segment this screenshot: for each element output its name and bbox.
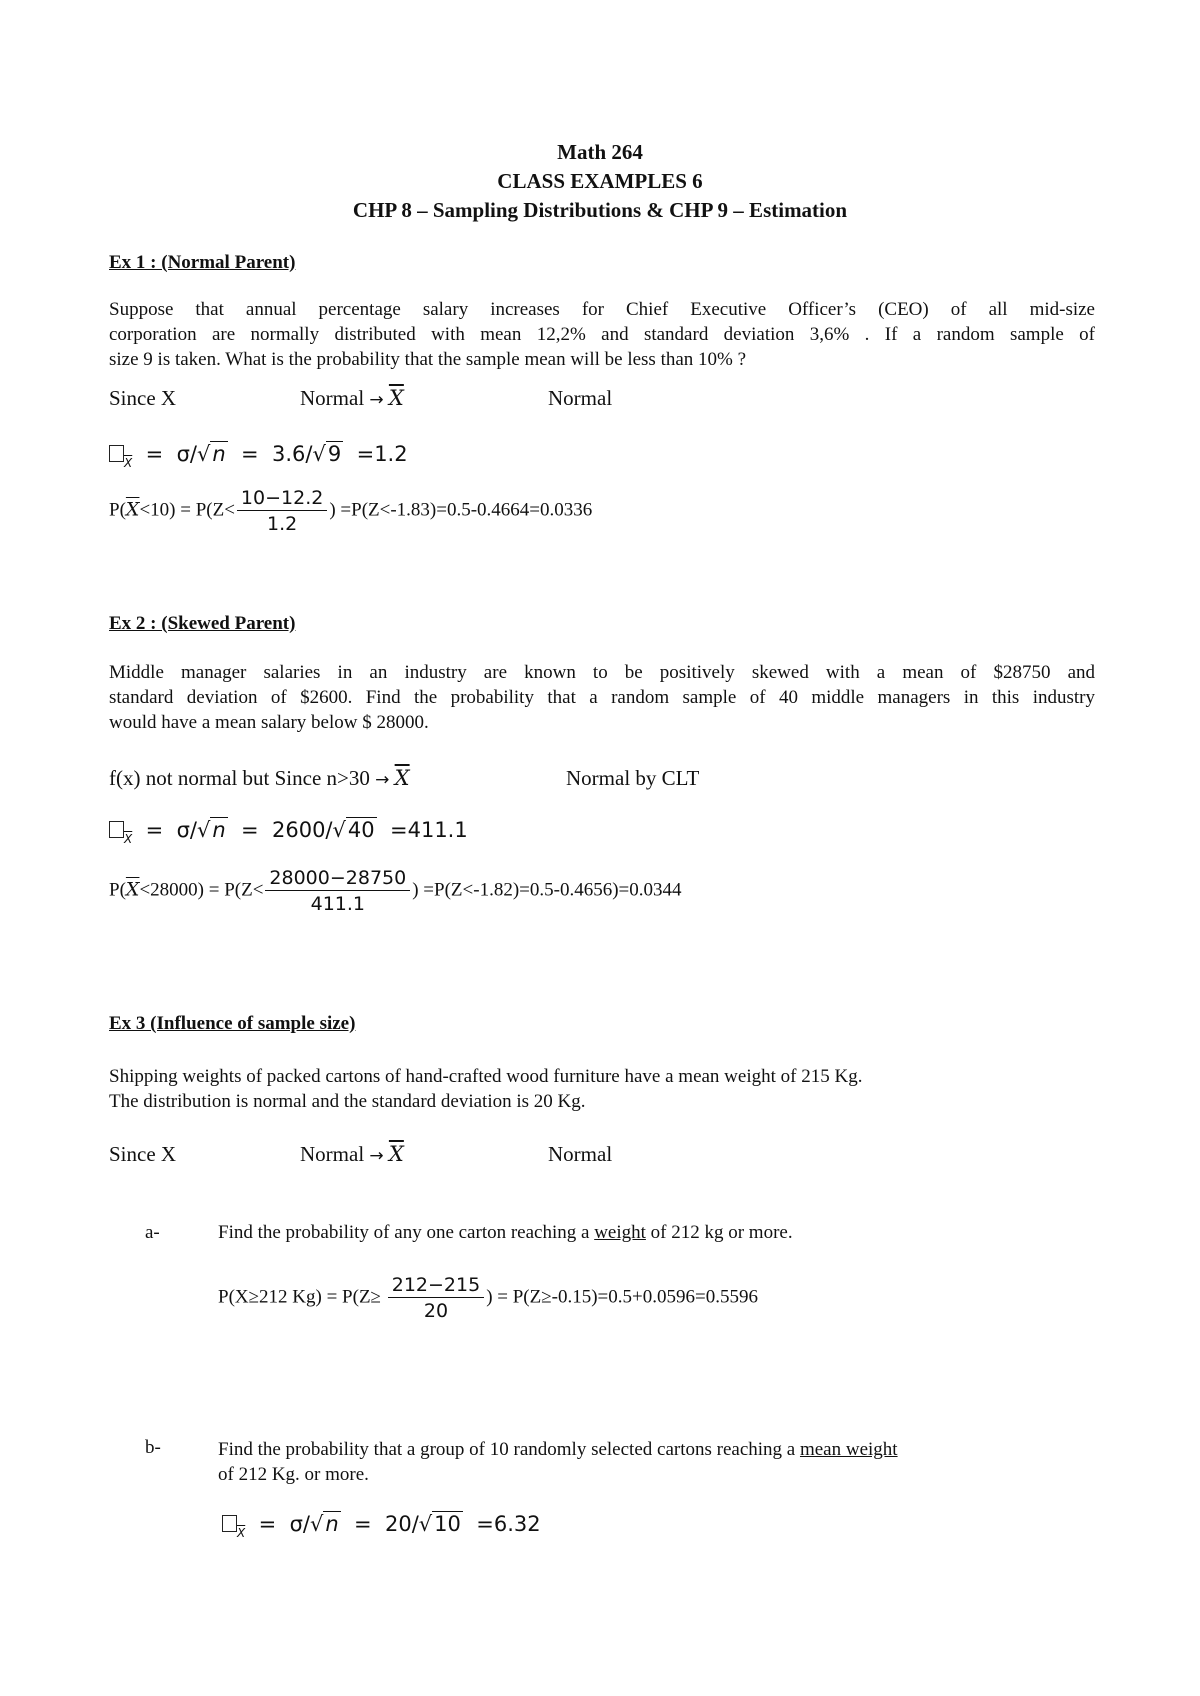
ex3-b-question: Find the probability that a group of 10 randomly selected cartons reaching a mean weight of 212 Kg. or more. — [218, 1439, 898, 1485]
sqrt-40: √40 — [332, 818, 375, 842]
xbar-symbol: $\overline{X}$ — [388, 1142, 404, 1166]
xbar-symbol: $\overline{X}$ — [388, 386, 404, 410]
ex1-heading: Ex 1 : (Normal Parent) — [109, 252, 296, 273]
ex2-line: would have a mean salary below $ 28000. — [109, 712, 429, 733]
course-title: Math 264 — [557, 140, 643, 164]
ex2-sigma-xbar: $_{\overline{X}}$ = σ/√n = 2600/√40 =411.1 — [109, 818, 468, 846]
ex3-line: Shipping weights of packed cartons of hand-crafted wood furniture have a mean weight of 215 Kg. — [109, 1066, 863, 1087]
ex3-paragraph — [109, 1064, 862, 1114]
sigma-placeholder-icon — [109, 821, 124, 838]
ex2-line: standard deviation of $2600. Find the probability that a random sample of 40 middle managers in this industry — [109, 687, 1095, 708]
ex1-line: corporation are normally distributed with mean 12,2% and standard deviation 3,6% . If a random sample of — [109, 324, 1095, 345]
ex3-a-question: Find the probability of any one carton reaching a weight of 212 kg or more. — [218, 1222, 793, 1243]
ex1-line: Suppose that annual percentage salary increases for Chief Executive Officer’s (CEO) of all mid-size — [109, 299, 1095, 320]
ex2-clt-label: Normal by CLT — [566, 766, 700, 790]
ex1-probability: $P(\overline{X}<10) = P(Z<$ $\frac{10-12.2}{1.2}$ ) =P(Z<-1.83)=0.5-0.4664=0.0336 — [109, 487, 593, 535]
ex3-heading: Ex 3 (Influence of sample size) — [109, 1013, 356, 1034]
ex1-paragraph — [109, 297, 1095, 372]
sqrt-n: √n — [196, 818, 226, 842]
ex3-a-probability: P(X≥212 Kg) = P(Z≥ $\frac{212-215}{20}$ ) = P(Z≥-0.15)=0.5+0.0596=0.5596 — [218, 1274, 758, 1322]
ex2-paragraph — [109, 660, 1095, 735]
ex3-a-marker: a- — [145, 1222, 160, 1243]
ex1-normal-right: Normal — [548, 386, 613, 410]
sigma-placeholder-icon — [222, 1515, 237, 1532]
ex2-line: Middle manager salaries in an industry are known to be positively skewed with a mean of $28750 and — [109, 662, 1095, 683]
ex3-normal-right: Normal — [548, 1142, 613, 1166]
arrow-icon: → — [369, 390, 384, 410]
ex2-fx-statement: f(x) not normal but Since $n>30 \to \overline{X}$ — [109, 766, 410, 790]
arrow-icon: → — [375, 770, 390, 790]
ex3-since-label: Since X — [109, 1142, 177, 1166]
ex2-heading: Ex 2 : (Skewed Parent) — [109, 613, 296, 634]
doc-title: CLASS EXAMPLES 6 — [497, 169, 703, 193]
sqrt-n: √n — [309, 1512, 339, 1536]
sqrt-n: √n — [196, 442, 226, 466]
sqrt-9: √9 — [312, 442, 342, 466]
arrow-icon: → — [369, 1146, 384, 1166]
ex1-since-label: Since X — [109, 386, 177, 410]
ex3-line: The distribution is normal and the standard deviation is 20 Kg. — [109, 1091, 586, 1112]
sqrt-10: √10 — [418, 1512, 461, 1536]
ex1-fraction: $\frac{10-12.2}{1.2}$ — [237, 487, 327, 535]
ex1-line: size 9 is taken. What is the probability that the sample mean will be less than 10% ? — [109, 349, 747, 370]
ex3-a-fraction: $\frac{212-215}{20}$ — [388, 1274, 484, 1322]
ex2-fraction: $\frac{28000-28750}{411.1}$ — [265, 867, 410, 915]
ex3-b-sigma-xbar: $_{\overline{X}}$ = σ/√n = 20/√10 =6.32 — [222, 1512, 541, 1540]
ex3-b-marker: b- — [145, 1437, 161, 1458]
ex1-sigma-xbar: $_{\overline{X}}$ = σ/√n = 3.6/√9 =1.2 — [109, 442, 408, 470]
xbar-symbol: $\overline{X}$ — [394, 766, 410, 790]
doc-subtitle: CHP 8 – Sampling Distributions & CHP 9 – Estimation — [352, 198, 848, 222]
ex1-normal-arrow: Normal → $\overline{X}$ — [300, 386, 404, 410]
ex2-probability: $P(\overline{X}<28000) = P(Z<$ $\frac{28000-28750}{411.1}$ ) =P(Z<-1.82)=0.5-0.4656)=0.0344 — [109, 867, 682, 915]
ex3-normal-arrow: Normal → $\overline{X}$ — [300, 1142, 404, 1166]
sigma-placeholder-icon — [109, 445, 124, 462]
